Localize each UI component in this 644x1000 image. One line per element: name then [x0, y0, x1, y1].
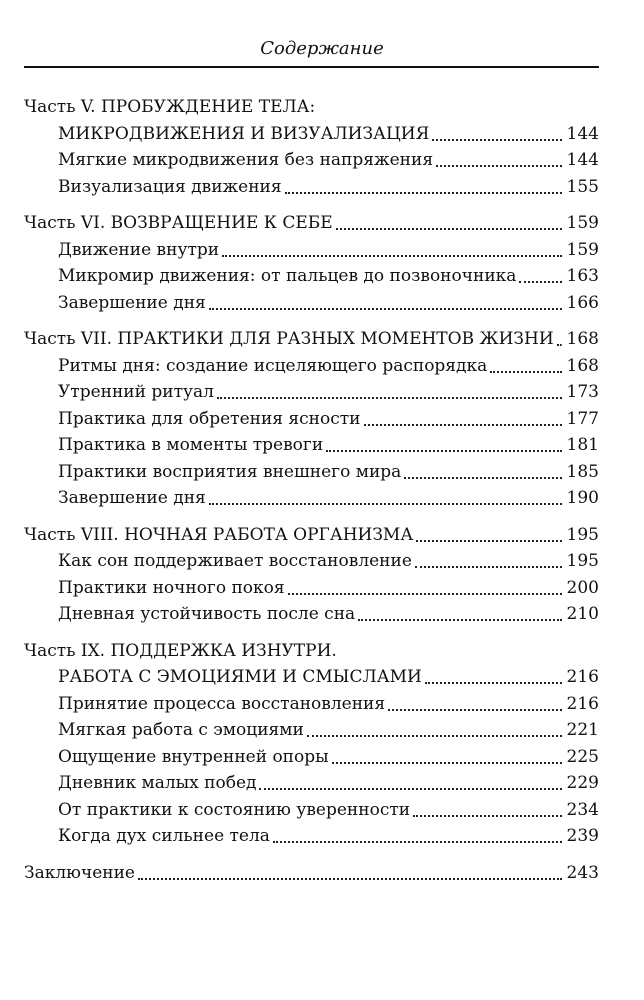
toc-entry-page-number: 225 — [566, 746, 599, 767]
toc-entry-title: Ритмы дня: создание исцеляющего распорядка — [58, 355, 488, 376]
header-rule — [24, 66, 599, 68]
toc-entry-title: Как сон поддерживает восстановление — [58, 551, 412, 571]
toc-entry — [24, 797, 599, 824]
toc-entry-page-number: 185 — [566, 461, 599, 482]
toc-entry-title: Утренний ритуал — [58, 382, 214, 402]
toc-entry — [24, 353, 599, 380]
dot-leader — [557, 344, 562, 346]
dot-leader — [415, 566, 562, 568]
toc-entry — [24, 174, 599, 201]
toc-entry-page-number: 210 — [566, 604, 599, 624]
toc-entry-title: Часть VIII. НОЧНАЯ РАБОТА ОРГАНИЗМА — [24, 524, 414, 545]
toc-entry — [24, 147, 599, 174]
toc-entry — [24, 823, 599, 850]
toc-section — [24, 326, 599, 512]
toc-entry-title: Дневная устойчивость после сна — [58, 604, 356, 624]
toc-entry-page-number: 190 — [566, 488, 599, 508]
toc-section — [24, 94, 599, 200]
dot-leader — [209, 503, 562, 505]
toc-entry-page-number: 239 — [566, 826, 599, 846]
toc-entry-page-number: 234 — [566, 799, 599, 820]
dot-leader — [404, 477, 562, 479]
toc-entry — [24, 263, 599, 290]
toc-entry — [24, 548, 599, 575]
toc-entry — [24, 770, 599, 797]
toc-entry-title: Принятие процесса восстановления — [58, 693, 386, 714]
toc-entry-title: Мягкие микродвижения без напряжения — [58, 150, 434, 170]
dot-leader — [436, 165, 562, 167]
toc-entry-title: Завершение дня — [58, 488, 206, 508]
toc-part-heading — [24, 326, 599, 353]
toc-entry-page-number: 168 — [566, 355, 599, 376]
toc-entry-page-number: 159 — [566, 239, 599, 260]
toc-entry — [24, 406, 599, 433]
running-head-title: Содержание — [260, 38, 384, 59]
dot-leader — [209, 308, 562, 310]
toc-section — [24, 522, 599, 628]
toc-entry — [24, 237, 599, 264]
toc-section — [24, 860, 599, 887]
dot-leader — [336, 228, 562, 230]
toc-entry-page-number: 159 — [566, 213, 599, 233]
table-of-contents — [24, 94, 599, 896]
toc-entry-title: От практики к состоянию уверенности — [58, 799, 411, 820]
toc-entry — [24, 691, 599, 718]
toc-entry — [24, 575, 599, 602]
toc-entry-page-number: 229 — [566, 773, 599, 793]
toc-entry-page-number: 173 — [566, 382, 599, 402]
toc-entry-page-number: 200 — [566, 577, 599, 598]
toc-entry — [24, 379, 599, 406]
toc-entry-title: Дневник малых побед — [58, 773, 257, 793]
toc-entry-page-number: 221 — [566, 720, 599, 740]
dot-leader — [416, 540, 562, 542]
toc-section — [24, 638, 599, 850]
dot-leader — [358, 619, 562, 621]
dot-leader — [222, 255, 562, 257]
toc-entry-title: Микромир движения: от пальцев до позвоночника — [58, 266, 517, 286]
toc-entry-page-number: 216 — [566, 693, 599, 714]
toc-entry-title: Практики ночного покоя — [58, 577, 285, 598]
toc-entry-page-number: 144 — [566, 150, 599, 170]
toc-entry — [24, 290, 599, 317]
toc-entry-title: Завершение дня — [58, 292, 206, 313]
toc-entry — [24, 485, 599, 512]
toc-entry-title: Часть VII. ПРАКТИКИ ДЛЯ РАЗНЫХ МОМЕНТОВ ЖИЗНИ — [24, 329, 554, 349]
toc-part-heading — [24, 638, 599, 665]
toc-entry — [24, 121, 599, 148]
toc-entry-title: Часть VI. ВОЗВРАЩЕНИЕ К СЕБЕ — [24, 213, 333, 233]
toc-entry-title: Практика в моменты тревоги — [58, 435, 324, 455]
toc-entry-title: Когда дух сильнее тела — [58, 826, 270, 846]
dot-leader — [490, 371, 562, 373]
toc-entry-title: Ощущение внутренней опоры — [58, 746, 329, 767]
dot-leader — [273, 841, 562, 843]
toc-entry-title: Часть IX. ПОДДЕРЖКА ИЗНУТРИ. — [24, 640, 337, 661]
toc-entry-title: МИКРОДВИЖЕНИЯ И ВИЗУАЛИЗАЦИЯ — [58, 123, 430, 144]
toc-entry-title: Заключение — [24, 862, 135, 883]
dot-leader — [259, 788, 562, 790]
dot-leader — [307, 735, 562, 737]
dot-leader — [288, 593, 562, 595]
toc-entry-title: Практики восприятия внешнего мира — [58, 461, 402, 482]
dot-leader — [413, 815, 562, 817]
toc-entry — [24, 459, 599, 486]
dot-leader — [425, 682, 562, 684]
toc-entry — [24, 744, 599, 771]
toc-entry-page-number: 166 — [566, 292, 599, 313]
dot-leader — [388, 709, 562, 711]
toc-entry-page-number: 195 — [566, 551, 599, 571]
toc-entry-page-number: 144 — [566, 123, 599, 144]
dot-leader — [138, 878, 562, 880]
dot-leader — [285, 192, 562, 194]
toc-entry-page-number: 155 — [566, 176, 599, 197]
toc-entry-title: Мягкая работа с эмоциями — [58, 720, 304, 740]
toc-section — [24, 210, 599, 316]
toc-part-heading — [24, 522, 599, 549]
dot-leader — [217, 397, 562, 399]
toc-entry-page-number: 181 — [566, 435, 599, 455]
toc-part-heading — [24, 860, 599, 887]
toc-part-heading — [24, 94, 599, 121]
dot-leader — [326, 450, 562, 452]
dot-leader — [332, 762, 562, 764]
toc-entry — [24, 432, 599, 459]
toc-entry-title: Визуализация движения — [58, 176, 282, 197]
toc-entry — [24, 601, 599, 628]
toc-entry-title: Практика для обретения ясности — [58, 408, 361, 429]
toc-part-heading — [24, 210, 599, 237]
toc-entry-page-number: 163 — [566, 266, 599, 286]
toc-entry-title: РАБОТА С ЭМОЦИЯМИ И СМЫСЛАМИ — [58, 667, 422, 687]
toc-entry — [24, 664, 599, 691]
toc-entry-page-number: 216 — [566, 667, 599, 687]
dot-leader — [432, 139, 562, 141]
dot-leader — [364, 424, 563, 426]
toc-entry — [24, 717, 599, 744]
dot-leader — [519, 281, 562, 283]
toc-entry-title: Движение внутри — [58, 239, 220, 260]
toc-entry-page-number: 243 — [566, 862, 599, 883]
toc-entry-title: Часть V. ПРОБУЖДЕНИЕ ТЕЛА: — [24, 97, 316, 117]
toc-entry-page-number: 195 — [566, 524, 599, 545]
toc-entry-page-number: 177 — [566, 408, 599, 429]
toc-entry-page-number: 168 — [566, 329, 599, 349]
